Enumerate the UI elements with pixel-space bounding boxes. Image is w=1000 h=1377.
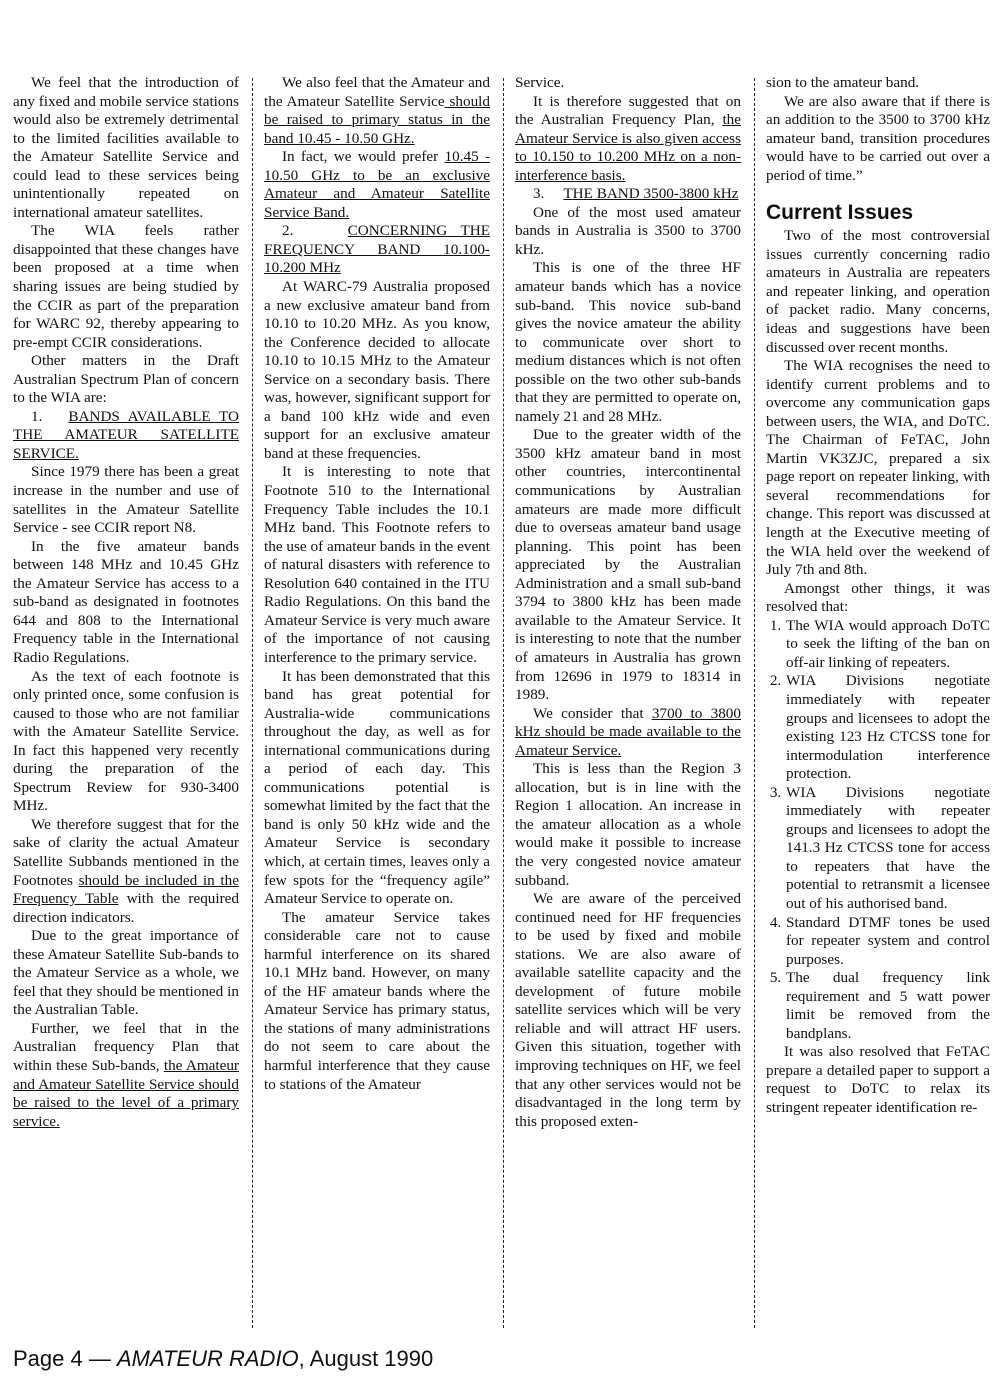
paragraph: This is less than the Region 3 allocation, but is in line with the Region 1 allocation. An increase in the amateur allocation as a whole would make it possible to increase the very congested novice amateur subband. (515, 760, 741, 889)
text-run: Further, we feel that in the Australian frequency Plan that within these Sub-bands, (13, 1019, 239, 1074)
section-title: Current Issues (766, 201, 914, 225)
paragraph: It was also resolved that FeTAC prepare a detailed paper to support a request to DoTC to relax its stringent repeater identification re- (766, 1043, 990, 1116)
paragraph: At WARC-79 Australia proposed a new exclusive amateur band from 10.10 to 10.20 MHz. As you know, the Conference decided to allocate 10.10 to 10.15 MHz to the Amateur Service on a secondary basis. There was, however, significant support for a band 100 kHz wide and even support for an exclusive amateur band at these frequencies. (264, 278, 490, 462)
section-heading-text: BANDS AVAILABLE TO THE AMATEUR SATELLITE SERVICE. (13, 407, 239, 462)
paragraph: Due to the great importance of these Amateur Satellite Sub-bands to the Amateur Service as a whole, we feel that they should be mentioned in the Australian Table. (13, 927, 239, 1019)
column-divider (252, 78, 253, 1328)
section-heading-text: CONCERNING THE FREQUENCY BAND 10.100-10.200 MHz (264, 222, 490, 277)
section-heading-2 (264, 222, 490, 278)
paragraph: The WIA feels rather disappointed that these changes have been proposed at a time when sharing issues are being studied by the CCIR as part of the preparation for WARC 92, thereby appearing to pre-empt CCIR considerations. (13, 222, 239, 351)
text-run: It is therefore suggested that on the Australian Frequency Plan, (515, 92, 741, 129)
list-item: 1. The WIA would approach DoTC to seek the lifting of the ban on off-air linking of repeaters. (785, 617, 990, 673)
paragraph: Two of the most controversial issues currently concerning radio amateurs in Australia are repeaters and repeater linking, and operation of packet radio. Many concerns, ideas and suggestions have been discussed over recent months. (766, 227, 990, 356)
section-heading-1 (13, 408, 239, 464)
paragraph: We are aware of the perceived continued need for HF frequencies to be used by fixed and mobile stations. We are also aware of available satellite capacity and the development of future mobile satellite services which will be very reliable and will attract HF users. Given this situation, together with improving techniques on HF, we feel that any other services would not be disadvantaged in the long term by this proposed exten- (515, 890, 741, 1130)
paragraph: It is interesting to note that Footnote 510 to the International Frequency Table includes the 10.1 MHz band. This Footnote refers to the use of amateur bands in the event of natural disasters with reference to Resolution 640 contained in the ITU Radio Regulations. On this band the Amateur Service is very much aware of the importance of not causing interference to the primary service. (264, 463, 490, 666)
underlined-text: should be raised to primary status in the band 10.45 - 10.50 GHz. (264, 92, 490, 147)
list-item: 5. The dual frequency link requirement and 5 watt power limit be removed from the bandplans. (785, 969, 990, 1043)
paragraph (264, 148, 490, 222)
section-number: 1. (31, 407, 43, 425)
paragraph: This is one of the three HF amateur bands which has a novice sub-band. This novice sub-band gives the novice amateur the ability to communicate over short to medium distances which is not often possible on the two other sub-bands that they are permitted to operate on, namely 21 and 28 MHz. (515, 259, 741, 425)
paragraph: We feel that the introduction of any fixed and mobile service stations would also be extremely detrimental to the limited facilities available to the Amateur Satellite Service and could lead to these services being unintentionally repeated on international amateur satellites. (13, 74, 239, 221)
list-item: 4. Standard DTMF tones be used for repeater system and control purposes. (785, 914, 990, 970)
paragraph: One of the most used amateur bands in Australia is 3500 to 3700 kHz. (515, 203, 741, 258)
underlined-text: 3700 to 3800 kHz should be made available to the Amateur Service. (515, 704, 741, 759)
paragraph (515, 93, 741, 186)
text-run: In fact, we would prefer (282, 148, 445, 166)
page-number: Page 4 — (13, 1346, 117, 1371)
column-1 (13, 74, 239, 1334)
resolution-list (766, 617, 990, 1044)
paragraph: Since 1979 there has been a great increase in the number and use of satellites in the Amateur Satellite Service - see CCIR report N8. (13, 463, 239, 537)
page-footer (13, 1346, 433, 1372)
paragraph: The WIA recognises the need to identify current problems and to overcome any communication gaps between users, the WIA, and DoTC. The Chairman of FeTAC, John Martin VK3ZJC, prepared a six page report on repeater linking, with several recommendations for change. This report was discussed at length at the Executive meeting of the WIA held over the weekend of July 7th and 8th. (766, 357, 990, 579)
column-divider (503, 78, 504, 1328)
text-run: We therefore suggest that for the sake of clarity the actual Amateur Satellite Subbands mentioned in the Footnotes (13, 815, 239, 889)
underlined-text: the Amateur Service is also given access to 10.150 to 10.200 MHz on a non-interference basis. (515, 111, 741, 184)
underlined-text: should be included in the Frequency Table (13, 871, 239, 908)
paragraph: Due to the greater width of the 3500 kHz amateur band in most other countries, intercontinental communications by Australian amateurs are made more difficult due to overseas amateur band usage planning. This point has been appreciated by the Australian Administration and a small sub-band 3794 to 3800 kHz has been made available to the Amateur Service. It is interesting to note that the number of amateurs in Australia has grown from 12696 in 1979 to 18314 in 1989. (515, 426, 741, 704)
underlined-text: 10.45 - 10.50 GHz to be an exclusive Amateur and Amateur Satellite Service Band. (264, 148, 490, 221)
paragraph (13, 1020, 239, 1131)
text-run: We consider that (533, 704, 652, 722)
paragraph (264, 74, 490, 148)
issue-date: , August 1990 (298, 1346, 434, 1371)
paragraph: sion to the amateur band. (766, 74, 920, 91)
paragraph: The amateur Service takes considerable care not to cause harmful interference on its shared 10.1 MHz band. However, on many of the HF amateur bands where the Amateur Service has primary status, the stations of many administrations do not seem to care about the harmful interference that they cause to stations of the Amateur (264, 908, 490, 1093)
paragraph: As the text of each footnote is only printed once, some confusion is caused to those who are not familiar with the Amateur Satellite Service. In fact this happened very recently during the preparation of the Spectrum Review for 930-3400 MHz. (13, 667, 239, 815)
paragraph: It has been demonstrated that this band has great potential for Australia-wide communications throughout the day, as well as for international communications during a period of each day. This communications potential is somewhat limited by the fact that the band is only 50 kHz wide and the Amateur Service is secondary which, at certain times, leaves only a few spots for the “frequency agile” Amateur Service to operate on. (264, 667, 490, 908)
paragraph: Service. (515, 74, 565, 91)
text-run: with the required direction indicators. (13, 890, 239, 926)
paragraph: Other matters in the Draft Australian Spectrum Plan of concern to the WIA are: (13, 352, 239, 407)
column-3 (515, 74, 741, 1334)
section-number: 3. (533, 185, 545, 203)
section-heading-text: THE BAND 3500-3800 kHz (563, 185, 739, 203)
text-run: We also feel that the Amateur and the Amateur Satellite Service (264, 74, 490, 110)
column-2 (264, 74, 490, 1334)
section-heading-3 (515, 185, 741, 204)
paragraph: In the five amateur bands between 148 MHz and 10.45 GHz the Amateur Service has access to a sub-band as designated in footnotes 644 and 808 to the International Frequency table in the International Radio Regulations. (13, 537, 239, 666)
paragraph (515, 705, 741, 761)
column-4 (766, 74, 990, 1334)
column-divider (754, 78, 755, 1328)
paragraph: Amongst other things, it was resolved that: (766, 579, 990, 616)
magazine-title: AMATEUR RADIO (116, 1346, 299, 1371)
paragraph: We are also aware that if there is an addition to the 3500 to 3700 kHz amateur band, transition procedures would have to be carried out over a period of time.” (766, 92, 990, 184)
paragraph (13, 816, 239, 927)
section-number: 2. (282, 222, 294, 240)
underlined-text: the Amateur and Amateur Satellite Service should be raised to the level of a primary service. (13, 1056, 239, 1130)
list-item: 2. WIA Divisions negotiate immediately with repeater groups and licensees to adopt the existing 123 Hz CTCSS tone for intermodulation interference protection. (785, 672, 990, 783)
list-item: 3. WIA Divisions negotiate immediately with repeater groups and licensees to adopt the 141.3 Hz CTCSS tone for access to repeaters that have the potential to retransmit a licensee out of his authorised band. (785, 784, 990, 914)
